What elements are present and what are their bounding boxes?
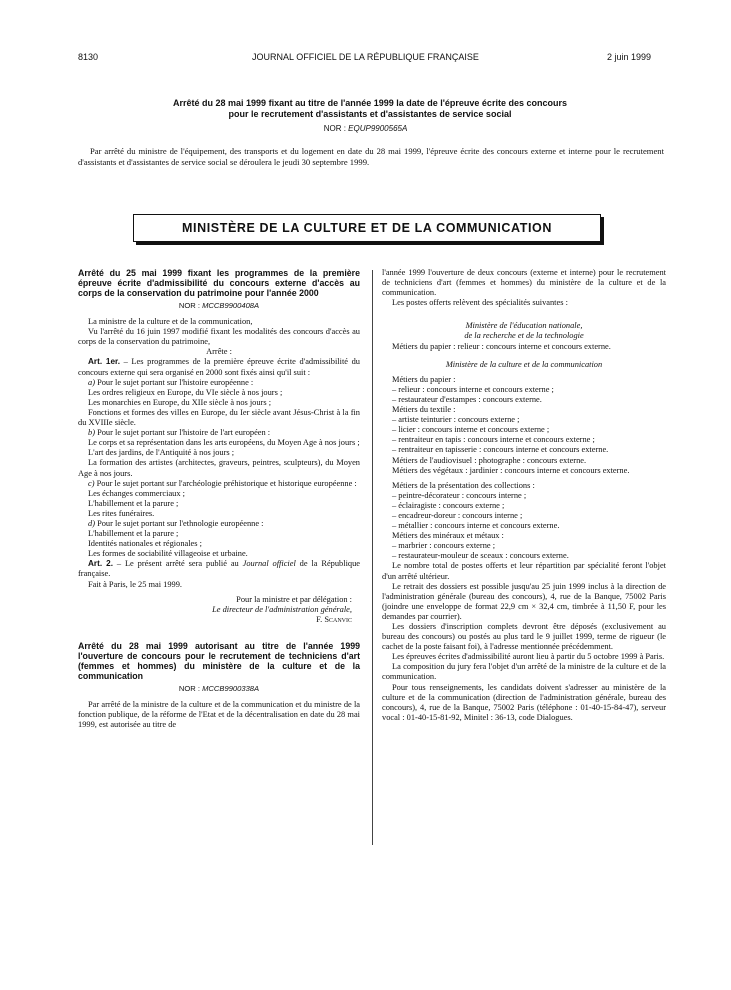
list-item: – artiste teinturier : concours externe ;: [392, 415, 520, 425]
list-item: – rentraiteur en tapis : concours interne et concours externe ;: [392, 435, 595, 445]
collections-label: Métiers de la présentation des collections :: [392, 480, 535, 490]
page-number: 8130: [78, 52, 99, 62]
list-item: L'art des jardins, de l'Antiquité à nos jours ;: [88, 448, 235, 458]
arrete1-fait: Fait à Paris, le 25 mai 1999.: [88, 579, 182, 589]
arrete1-art2: [78, 559, 360, 579]
papier-relieur: Métiers du papier : relieur : concours interne et concours externe.: [392, 341, 611, 351]
list-item: – encadreur-doreur : concours interne ;: [392, 510, 523, 520]
audiovisuel: Métiers de l'audiovisuel : photographe : concours externe.: [392, 455, 587, 465]
list-item: Les échanges commerciaux ;: [88, 488, 185, 498]
art1-text: – Les programmes de la première épreuve écrite d'admissibilité du concours externe qui sera organisé en 2000 sont fixés ainsi qu'il suit :: [78, 357, 360, 377]
section-a: [78, 378, 360, 388]
section-b: [78, 428, 360, 438]
list-item: – métallier : concours interne et concours externe.: [392, 521, 560, 531]
paragraph-epreuves: Les épreuves écrites d'admissibilité auront lieu à partir du 5 octobre 1999 à Paris.: [392, 652, 665, 662]
left-column: [78, 268, 360, 730]
list-item: – restaurateur-mouleur de sceaux : concours externe.: [392, 551, 569, 561]
arrete2-body-left: Par arrêté de la ministre de la culture et de la communication et du ministre de la fonction publique, de la réforme de l'Etat et de la décentralisation en date du 28 mai 1999, est autorisée au titre de: [78, 700, 360, 730]
section-d: [78, 519, 360, 529]
section-c-letter: c): [88, 478, 95, 488]
nor-code: MCCB9900408A: [202, 301, 260, 310]
section-c-text: Pour le sujet portant sur l'archéologie préhistorique et historique européenne :: [94, 478, 357, 488]
list-item: – relieur : concours interne et concours externe ;: [392, 384, 554, 394]
nor-code: MCCB9900338A: [202, 683, 260, 693]
section-d-text: Pour le sujet portant sur l'ethnologie européenne :: [94, 518, 264, 528]
list-item: – marbrier : concours externe ;: [392, 541, 496, 551]
signature-line1: Pour la ministre et par délégation :: [236, 594, 352, 604]
list-item: – peintre-décorateur : concours interne ;: [392, 490, 527, 500]
top-arrete-nor: [0, 124, 731, 133]
ministry-culture: Ministère de la culture et de la communication: [445, 359, 603, 369]
section-a-letter: a): [88, 377, 95, 387]
top-arrete-title-line1: Arrêté du 28 mai 1999 fixant au titre de l'année 1999 la date de l'épreuve écrite des concours: [173, 98, 567, 108]
nor-code: EQUP9900565A: [348, 124, 408, 133]
section-c: [78, 479, 360, 489]
list-item: – éclairagiste : concours externe ;: [392, 500, 505, 510]
top-arrete-body: Par arrêté du ministre de l'équipement, des transports et du logement en date du 28 mai 1999, l'épreuve écrite des concours externe et interne pour le recrutement d'assistants et d'assistantes de service social se déroulera le jeudi 30 septembre 1999.: [78, 146, 664, 167]
arrete2-nor: [78, 684, 360, 694]
section-b-letter: b): [88, 428, 95, 438]
art2-text-b: de la République française.: [78, 559, 360, 579]
list-item: – restaurateur d'estampes : concours externe.: [392, 394, 542, 404]
ministry-education-line1: Ministère de l'éducation nationale,: [465, 321, 583, 331]
right-column: [382, 268, 666, 723]
list-item: Les ordres religieux en Europe, du VIe siècle à nos jours ;: [88, 387, 283, 397]
arrete1-nor: [78, 301, 360, 311]
textile-label: Métiers du textile :: [392, 405, 456, 415]
list-item: La formation des artistes (architectes, graveurs, peintres, sculpteurs), du Moyen Age à nos jours.: [78, 458, 360, 478]
art2-label: Art. 2.: [88, 559, 113, 569]
issue-date: 2 juin 1999: [606, 52, 651, 62]
nor-label: NOR :: [323, 124, 346, 133]
list-item: Fonctions et formes des villes en Europe, du Ier siècle avant Jésus-Christ à la fin du XVIIIe siècle.: [78, 407, 360, 428]
paragraph-retrait: Le retrait des dossiers est possible jusqu'au 25 juin 1999 inclus à la direction de l'administration générale (bureau des concours), 4, rue de la Banque, 75002 Paris (joindre une enveloppe de format 22,9 cm × 32,4 cm, timbrée à 11,50 F, pour les demandes par courrier).: [382, 581, 666, 621]
list-item: – rentraiteur en tapisserie : concours interne et concours externe.: [392, 445, 609, 455]
list-item: Le corps et sa représentation dans les arts européens, du Moyen Age à nos jours ;: [88, 438, 360, 448]
paragraph-nombre: Le nombre total de postes offerts et leur répartition par spécialité feront l'objet d'un arrêté ultérieur.: [382, 561, 666, 581]
ministry-title: MINISTÈRE DE LA CULTURE ET DE LA COMMUNICATION: [182, 221, 552, 235]
list-item: Les monarchies en Europe, du XIIe siècle à nos jours ;: [88, 397, 272, 407]
papier-label: Métiers du papier :: [392, 374, 456, 384]
art1-label: Art. 1er.: [88, 357, 121, 367]
vegetaux: Métiers des végétaux : jardinier : concours interne et concours externe.: [392, 465, 630, 475]
section-a-text: Pour le sujet portant sur l'histoire européenne :: [94, 377, 254, 387]
section-d-letter: d): [88, 518, 95, 528]
list-item: Les formes de sociabilité villageoise et urbaine.: [88, 549, 248, 559]
top-arrete-title-line2: pour le recrutement d'assistants et d'assistantes de service social: [228, 109, 512, 119]
nor-label: NOR :: [178, 301, 200, 310]
paragraph-jury: La composition du jury fera l'objet d'un arrêté de la ministre de la culture et de la communication.: [382, 662, 666, 682]
list-item: L'habillement et la parure ;: [88, 529, 179, 539]
top-arrete-title: [110, 98, 630, 120]
paragraph-dossiers: Les dossiers d'inscription complets devront être déposés (exclusivement au bureau des concours) ou postés au plus tard le 9 juillet 1999, terme de rigueur (le cachet de la poste faisant foi), à l'adresse mentionnée précédemment.: [382, 622, 666, 652]
mineraux-label: Métiers des minéraux et métaux :: [392, 531, 504, 541]
list-item: Les rites funéraires.: [88, 508, 155, 518]
arrete2-body-right: l'année 1999 l'ouverture de deux concours (externe et interne) pour le recrutement de techniciens d'art (femmes et hommes) du ministère de la culture et de la communication.: [382, 268, 666, 298]
list-item: L'habillement et la parure ;: [88, 498, 179, 508]
art2-text-a: – Le présent arrêté sera publié au: [113, 559, 243, 569]
art2-journal: Journal officiel: [242, 559, 296, 569]
paragraph-renseignements: Pour tous renseignements, les candidats doivent s'adresser au ministère de la culture et de la communication (direction de l'administration générale, bureau des concours), 4, rue de la Banque, 75002 Paris (téléphone : 01-40-15-84-47), serveur vocal : 01-40-15-81-92, Minitel : 36-13, code Dialogues.: [382, 682, 666, 722]
list-item: Identités nationales et régionales ;: [88, 539, 202, 549]
arrete1-title: Arrêté du 25 mai 1999 fixant les programmes de la première épreuve écrite d'admissibilité du concours externe d'accès au corps de la conservation du patrimoine pour l'année 2000: [78, 268, 360, 298]
ministry-education-line2: de la recherche et de la technologie: [464, 331, 584, 341]
list-item: – licier : concours interne et concours externe ;: [392, 425, 550, 435]
section-b-text: Pour le sujet portant sur l'histoire de l'art européen :: [94, 428, 271, 438]
column-divider: [372, 270, 373, 845]
arrete1-art1: [78, 357, 360, 377]
signature-line2: Le directeur de l'administration générale,: [212, 604, 352, 614]
journal-title: JOURNAL OFFICIEL DE LA RÉPUBLIQUE FRANÇAISE: [252, 52, 479, 62]
arrete1-p1: La ministre de la culture et de la communication,: [88, 317, 253, 327]
arrete2-title: Arrêté du 28 mai 1999 autorisant au titre de l'année 1999 l'ouverture de concours pour le recrutement de techniciens d'art (femmes et hommes) du ministère de la culture et de la communication: [78, 640, 360, 681]
ministry-banner: [133, 214, 601, 242]
nor-label: NOR :: [178, 683, 200, 693]
arrete1-p2: Vu l'arrêté du 16 juin 1997 modifié fixant les modalités des concours d'accès au corps de la conservation du patrimoine,: [78, 327, 360, 347]
signature-name: F. Scanvic: [316, 614, 352, 624]
arrete1-arrete: Arrête :: [206, 347, 232, 357]
arrete2-postes: Les postes offerts relèvent des spécialités suivantes :: [392, 298, 568, 308]
